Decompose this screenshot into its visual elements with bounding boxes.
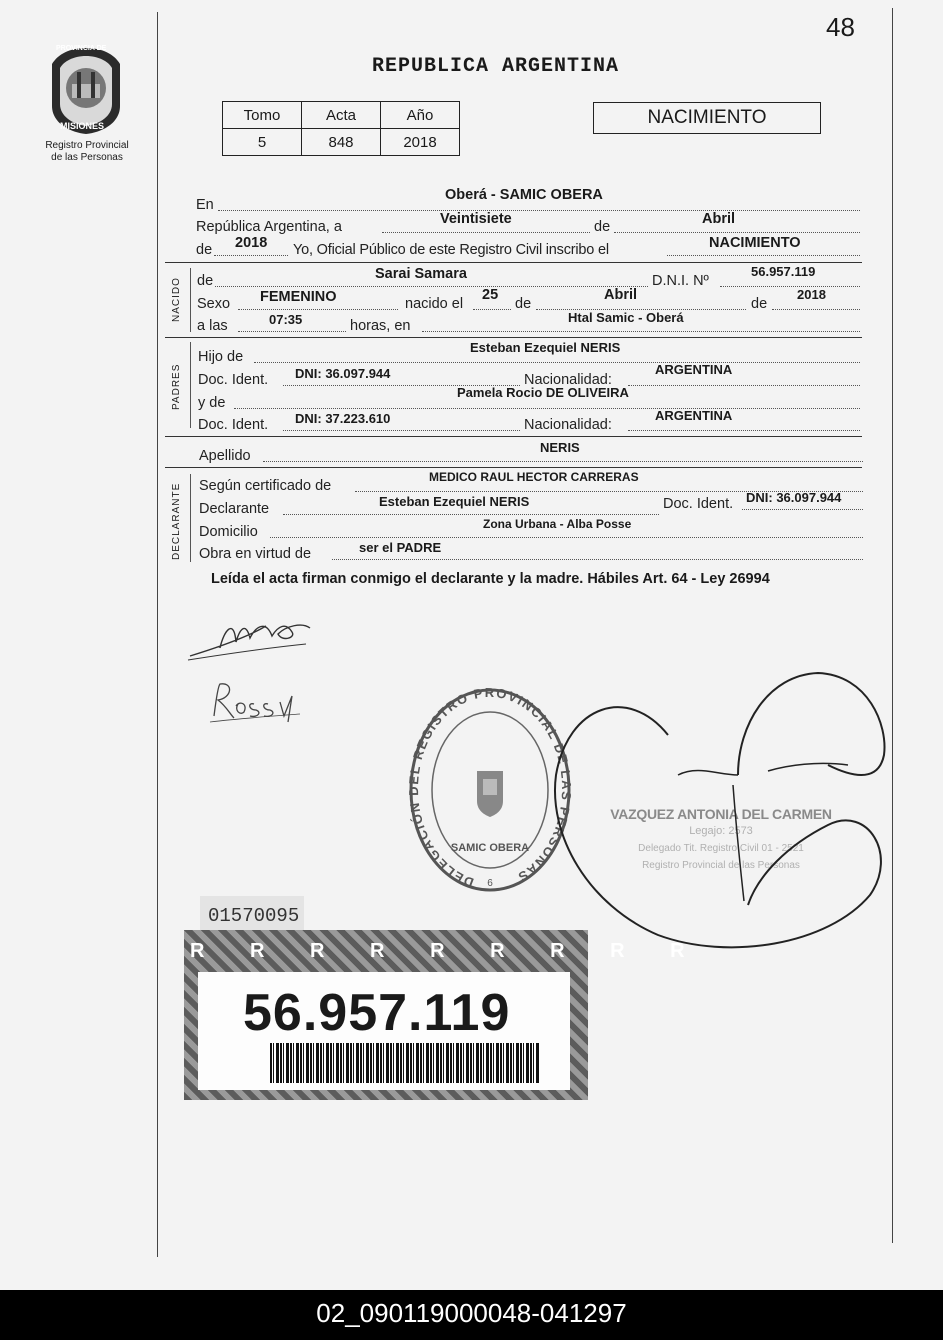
mother-name-value: Pamela Rocio DE OLIVEIRA [457,385,629,400]
dni-label: D.N.I. Nº [652,273,709,289]
domicilio-value: Zona Urbana - Alba Posse [483,517,632,531]
mother-doc-label: Doc. Ident. [198,417,269,433]
official-line3: Delegado Tit. Registro Civil 01 - 2521 [638,843,804,854]
document-title: REPUBLICA ARGENTINA [372,55,620,78]
nacido-el-label: nacido el [405,296,464,312]
right-margin-line [892,8,893,1243]
child-dni-value: 56.957.119 [751,264,816,279]
republica-label: República Argentina, a [196,219,342,235]
acta-header: Acta [302,102,381,129]
sticker-r-7: R [550,940,585,962]
closing-note: Leída el acta firman conmigo el declarante y la madre. Hábiles Art. 64 - Ley 26994 [211,571,770,587]
stamp-number: 6 [487,878,493,889]
sticker-pattern-row [190,940,705,970]
father-nat-value: ARGENTINA [655,362,733,377]
nacido-de-label-3: de [751,296,768,312]
inscribe-value: NACIMIENTO [709,235,801,251]
birth-year-value: 2018 [797,287,826,302]
nacido-de-label-2: de [515,296,532,312]
signature-declarante [186,608,316,663]
stamp-center-text: SAMIC OBERA [450,842,530,854]
official-name: VAZQUEZ ANTONIA DEL CARMEN [610,806,832,822]
a-las-label: a las [197,318,228,334]
month-value: Abril [702,211,736,227]
logo-caption-line1: Registro Provincial [45,140,129,151]
apellido-value: NERIS [540,440,580,455]
horas-en-label: horas, en [350,318,411,334]
cert-value: MEDICO RAUL HECTOR CARRERAS [429,470,639,484]
sticker-r-6: R [490,940,525,962]
seal-text-bottom: MISIONES [60,121,105,131]
serial-number: 01570095 [208,905,300,927]
y-de-label: y de [198,395,226,411]
father-doc-value: DNI: 36.097.944 [295,366,391,381]
birth-day-value: 25 [482,287,499,303]
birth-time-value: 07:35 [269,312,303,327]
mother-nat-value: ARGENTINA [655,408,733,423]
nacido-section-label: NACIDO [171,277,182,322]
de-label-1: de [594,219,611,235]
seal-text-top: PROVINCIA DE [56,45,107,52]
cert-label: Según certificado de [199,478,332,494]
signature-madre [204,676,304,726]
barcode [270,1043,540,1083]
page-number: 48 [826,12,855,42]
record-type-box: NACIMIENTO [593,102,821,134]
left-margin-line [157,12,158,1257]
sexo-value: FEMENINO [260,289,337,305]
acta-value: 848 [302,129,381,156]
stamp-ring-text: DELEGACIÓN DEL REGISTRO PROVINCIAL DE LAS PERSONAS [405,684,575,891]
registry-value-row [223,129,460,156]
sticker-r-9: R [670,940,705,962]
official-text: Yo, Oficial Público de este Registro Civil inscribo el [293,242,609,258]
obra-label: Obra en virtud de [199,546,312,562]
registry-table [222,101,460,156]
declarante-label: Declarante [199,501,270,517]
sticker-r-5: R [430,940,465,962]
de-label-2: de [196,242,213,258]
mother-doc-value: DNI: 37.223.610 [295,411,391,426]
sticker-r-2: R [250,940,285,962]
father-name-value: Esteban Ezequiel NERIS [470,340,621,355]
apellido-label: Apellido [199,448,251,464]
mother-nat-label: Nacionalidad: [524,417,612,433]
obra-value: ser el PADRE [359,540,442,555]
place-value: Oberá - SAMIC OBERA [445,187,603,203]
father-nat-label: Nacionalidad: [524,372,612,388]
anio-value: 2018 [381,129,460,156]
logo-caption [22,140,152,164]
official-line2: Legajo: 2573 [689,825,753,837]
signature-official [548,665,890,955]
domicilio-label: Domicilio [199,524,258,540]
year-value: 2018 [235,235,268,251]
en-label: En [196,197,214,213]
tomo-header: Tomo [223,102,302,129]
registry-header-row [223,102,460,129]
padres-section-label: PADRES [171,363,182,410]
sticker-r-8: R [610,940,645,962]
declarante-doc-label: Doc. Ident. [663,496,734,512]
anio-header: Año [381,102,460,129]
sticker-r-3: R [310,940,345,962]
tomo-value: 5 [223,129,302,156]
official-line4: Registro Provincial de las Personas [642,860,800,871]
sexo-label: Sexo [197,296,231,312]
declarante-section-label: DECLARANTE [171,482,182,560]
declarante-doc-value: DNI: 36.097.944 [746,490,842,505]
hijo-de-label: Hijo de [198,349,244,365]
father-doc-label: Doc. Ident. [198,372,269,388]
logo-caption-line2: de las Personas [51,152,123,163]
sticker-r-1: R [190,940,225,962]
day-text-value: Veintisiete [440,211,512,227]
sticker-r-4: R [370,940,405,962]
child-name-value: Sarai Samara [375,266,467,282]
footer-code: 02_090119000048-041297 [0,1290,943,1340]
birth-place-value: Htal Samic - Oberá [568,310,684,325]
sticker-dni-number: 56.957.119 [243,984,511,1042]
nacido-de-label: de [197,273,214,289]
birth-month-value: Abril [604,287,638,303]
declarante-name-value: Esteban Ezequiel NERIS [379,494,530,509]
